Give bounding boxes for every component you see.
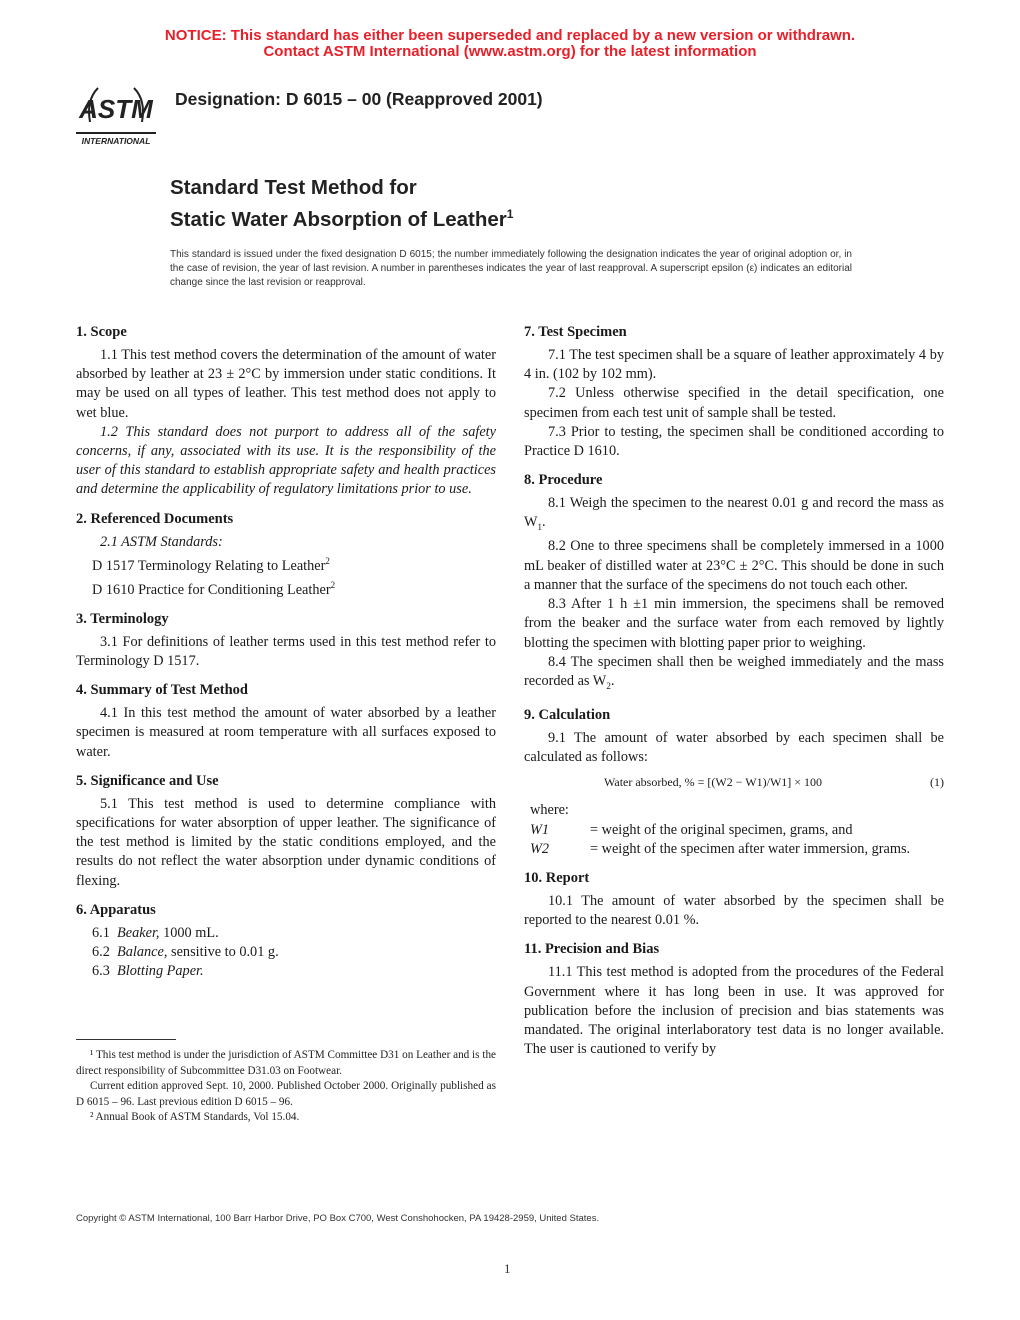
logo-text: ASTM <box>79 94 153 124</box>
section-heading: 5. Significance and Use <box>76 772 219 789</box>
left-column <box>76 322 496 990</box>
symbol-w2: W2 <box>530 840 550 857</box>
paragraph: 9.1 The amount of water absorbed by each specimen shall be calculated as follows: <box>524 729 944 766</box>
logo-subtext: INTERNATIONAL <box>81 136 151 146</box>
section-heading: 2. Referenced Documents <box>76 510 234 527</box>
section-procedure <box>524 470 944 696</box>
paragraph-end: . <box>542 514 546 531</box>
section-referenced-documents <box>76 509 496 600</box>
right-column <box>524 322 944 1068</box>
paragraph-text: 8.1 Weigh the specimen to the nearest 0.01 g and record the mass as W <box>524 495 944 531</box>
list-item <box>76 924 496 943</box>
footnote-2: ² Annual Book of ASTM Standards, Vol 15.04. <box>90 1111 300 1123</box>
astm-standards-label: 2.1 ASTM Standards: <box>100 533 223 550</box>
equation <box>524 773 944 791</box>
list-item <box>76 962 496 981</box>
paragraph-text: 8.4 The specimen shall then be weighed immediately and the mass recorded as W <box>524 653 944 689</box>
section-test-specimen <box>524 322 944 461</box>
section-heading: 7. Test Specimen <box>524 324 627 340</box>
paragraph: 7.3 Prior to testing, the specimen shall be conditioned according to Practice D 1610. <box>524 423 944 460</box>
section-heading: 10. Report <box>524 869 590 886</box>
section-significance <box>76 771 496 891</box>
item-number: 6.2 <box>92 944 110 960</box>
section-heading: 6. Apparatus <box>76 901 156 918</box>
subscript: 2 <box>606 680 611 691</box>
paragraph: 4.1 In this test method the amount of water absorbed by a leather specimen is measured at room temperature with all surfaces exposed to water. <box>76 705 496 760</box>
definition-w1: = weight of the original specimen, grams, and <box>590 821 853 838</box>
notice-line-2: Contact ASTM International (www.astm.org) for the latest information <box>263 43 757 60</box>
paragraph: 7.2 Unless otherwise specified in the detail specification, one specimen from each test unit of sample shall be tested. <box>524 385 944 421</box>
page-number: 1 <box>504 1261 511 1276</box>
footnote-divider <box>76 1039 176 1040</box>
title-line-1: Standard Test Method for <box>170 176 417 199</box>
footnote-ref: 2 <box>325 555 330 566</box>
subscript: 1 <box>537 522 542 533</box>
section-terminology <box>76 609 496 671</box>
paragraph <box>524 494 944 537</box>
paragraph: 8.3 After 1 h ±1 min immersion, the specimens shall be removed from the beaker and the surface water from each removed by lightly blotting the specimen with blotting paper prior to weighing. <box>524 596 944 651</box>
section-heading: 3. Terminology <box>76 610 169 627</box>
section-precision-bias <box>524 939 944 1059</box>
reference-1 <box>76 552 496 576</box>
document-title <box>170 175 513 233</box>
paragraph <box>524 653 944 696</box>
paragraph: 1.2 This standard does not purport to address all of the safety concerns, if any, associated with its use. It is the responsibility of the user of this standard to establish appropriate safety and health practices and determine the applicability of regulatory limitations prior to use. <box>76 423 496 498</box>
list-item <box>76 943 496 962</box>
section-scope <box>76 322 496 500</box>
section-heading: 8. Procedure <box>524 472 603 489</box>
section-calculation <box>524 705 944 859</box>
item-text: sensitive to 0.01 g. <box>167 944 279 960</box>
definition-w2: = weight of the specimen after water immersion, grams. <box>590 840 911 857</box>
paragraph: 3.1 For definitions of leather terms used in this test method refer to Terminology D 1517. <box>76 633 496 669</box>
footnote-1b: Current edition approved Sept. 10, 2000. Published October 2000. Originally published as D 6015 – 96. Last previous edition D 6015 – 96. <box>76 1080 496 1108</box>
title-footnote-ref: 1 <box>506 207 514 221</box>
footnote-ref: 2 <box>330 579 336 590</box>
item-number: 6.1 <box>92 924 110 941</box>
symbol-w1: W1 <box>530 821 550 838</box>
reference-text: D 1610 Practice for Conditioning Leather <box>92 581 331 598</box>
section-summary <box>76 680 496 762</box>
section-heading: 9. Calculation <box>524 706 611 723</box>
paragraph: 8.2 One to three specimens shall be completely immersed in a 1000 mL beaker of distilled water at 23°C ± 2°C. This should be done in such a manner that the surface of the specimens do not touch each other. <box>524 538 944 593</box>
item-text: 1000 mL. <box>159 924 219 941</box>
notice-line-1: NOTICE: This standard has either been superseded and replaced by a new version or withdrawn. <box>164 27 856 44</box>
equation-number: (1) <box>930 775 944 790</box>
item-name: Blotting Paper. <box>117 963 204 980</box>
section-heading: 1. Scope <box>76 324 127 340</box>
paragraph: 1.1 This test method covers the determination of the amount of water absorbed by leather at 23 ± 2°C by immersion under static conditions. It may be used on all types of leather. This test method does not apply to wet blue. <box>76 347 496 421</box>
designation: Designation: D 6015 – 00 (Reapproved 2001) <box>175 89 543 109</box>
item-name: Beaker, <box>117 924 160 941</box>
copyright: Copyright © ASTM International, 100 Barr Harbor Drive, PO Box C700, West Conshohocken, PA 19428-2959, United States. <box>76 1213 600 1224</box>
where-definitions <box>524 821 944 859</box>
reference-text: D 1517 Terminology Relating to Leather <box>92 557 326 574</box>
paragraph: 7.1 The test specimen shall be a square of leather approximately 4 by 4 in. (102 by 102 mm). <box>524 347 944 383</box>
equation-text: Water absorbed, % = [(W2 − W1)/W1] × 100 <box>604 775 823 790</box>
title-line-2-text: Static Water Absorption of Leather <box>170 207 507 231</box>
section-heading: 11. Precision and Bias <box>524 941 660 958</box>
paragraph <box>76 533 496 552</box>
intro-paragraph: This standard is issued under the fixed designation D 6015; the number immediately following the designation indicates the year of original adoption or, in the case of revision, the year of last revision. A number in parentheses indicates the year of last reapproval. A superscript epsilon (ε) indicates an editorial change since the last revision or reapproval. <box>170 249 852 288</box>
item-number: 6.3 <box>92 963 110 980</box>
paragraph: 11.1 This test method is adopted from the procedures of the Federal Government where it has long been in use. It was approved for publication before the inclusion of precision and bias statements was mandated. The original interlaboratory test data is no longer available. The user is cautioned to verify by <box>524 964 944 1058</box>
section-heading: 4. Summary of Test Method <box>76 682 248 699</box>
title-line-2 <box>170 201 513 233</box>
astm-logo-icon <box>68 70 164 152</box>
item-name: Balance, <box>117 944 168 960</box>
footnotes <box>76 1048 496 1126</box>
paragraph-end: . <box>610 672 615 689</box>
reference-2 <box>76 576 496 600</box>
section-apparatus <box>76 900 496 982</box>
footnote-1: ¹ This test method is under the jurisdiction of ASTM Committee D31 on Leather and is the direct responsibility of Subcommittee D31.03 on Footwear. <box>76 1049 496 1077</box>
paragraph: 10.1 The amount of water absorbed by the specimen shall be reported to the nearest 0.01 %. <box>524 892 944 929</box>
paragraph: 5.1 This test method is used to determine compliance with specifications for water absorption of upper leather. The significance of the test method is limited by the static conditions employed, and the results do not reflect the water absorption under dynamic conditions of flexing. <box>76 795 496 889</box>
where-label: where: <box>530 802 569 819</box>
section-report <box>524 868 944 930</box>
